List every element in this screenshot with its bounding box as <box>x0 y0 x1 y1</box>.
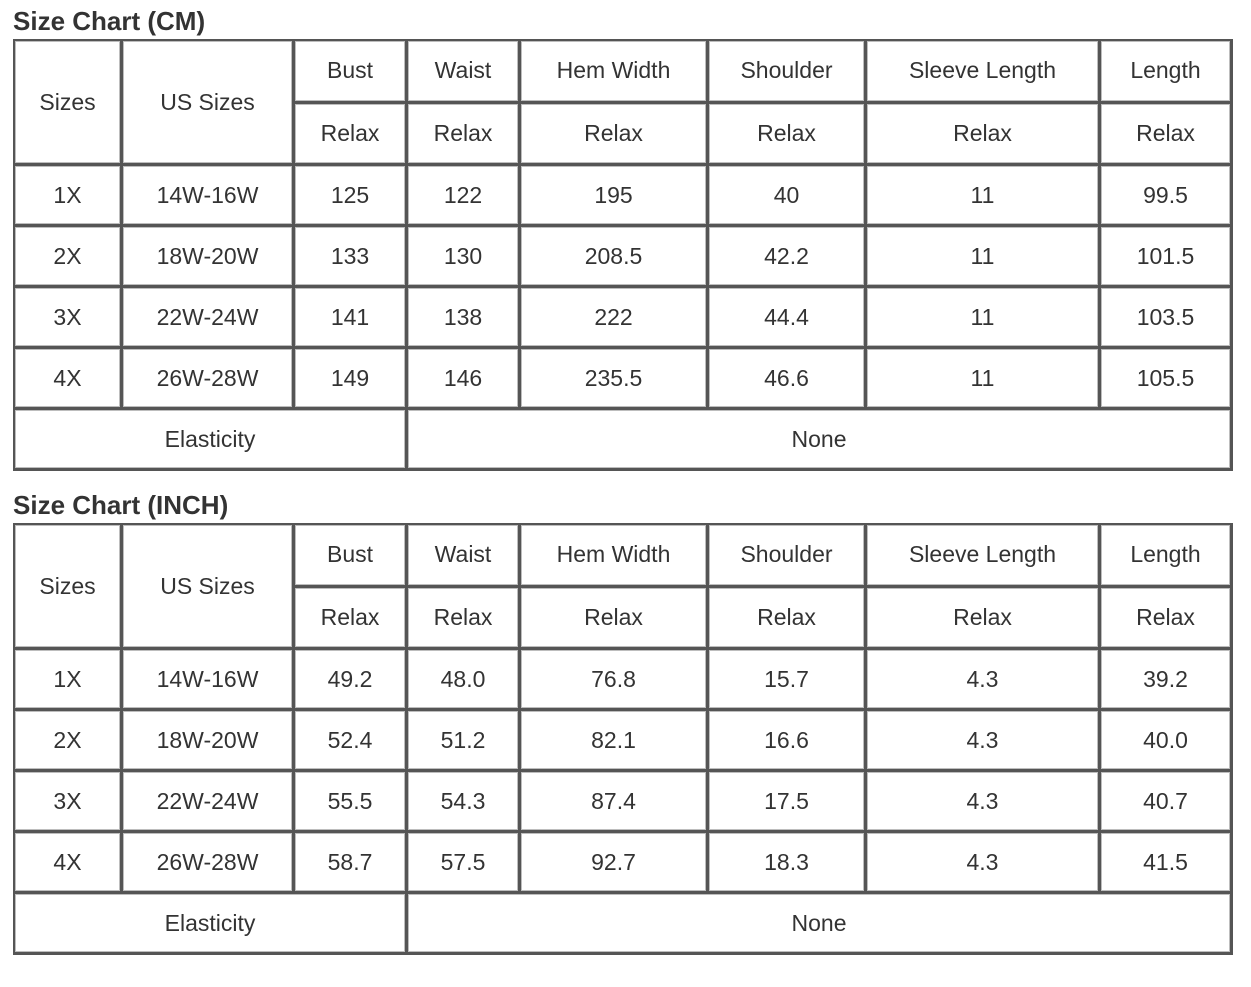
table-row <box>15 166 1233 227</box>
table-row <box>15 349 1233 410</box>
elasticity-label: Elasticity <box>15 410 408 471</box>
hem-width-cell: 208.5 <box>521 227 709 288</box>
relax-subheader: Relax <box>295 104 408 167</box>
length-cell: 41.5 <box>1101 833 1233 894</box>
shoulder-cell: 40 <box>709 166 867 227</box>
us-size-cell: 26W-28W <box>123 349 295 410</box>
size-chart-cm-title: Size Chart (CM) <box>13 6 206 36</box>
hem-width-header: Hem Width <box>521 41 709 104</box>
elasticity-row <box>15 410 1233 471</box>
bust-cell: 133 <box>295 227 408 288</box>
us-sizes-header: US Sizes <box>123 525 295 650</box>
bust-header: Bust <box>295 525 408 588</box>
relax-subheader: Relax <box>521 104 709 167</box>
shoulder-cell: 15.7 <box>709 650 867 711</box>
size-cell: 3X <box>15 288 123 349</box>
size-cell: 2X <box>15 227 123 288</box>
us-size-cell: 22W-24W <box>123 288 295 349</box>
sleeve-length-cell: 11 <box>867 288 1101 349</box>
bust-cell: 52.4 <box>295 711 408 772</box>
sleeve-length-cell: 11 <box>867 166 1101 227</box>
us-size-cell: 14W-16W <box>123 166 295 227</box>
size-cell: 4X <box>15 833 123 894</box>
elasticity-value: None <box>408 894 1233 955</box>
relax-subheader: Relax <box>867 104 1101 167</box>
us-size-cell: 14W-16W <box>123 650 295 711</box>
length-cell: 40.7 <box>1101 772 1233 833</box>
bust-header: Bust <box>295 41 408 104</box>
us-size-cell: 18W-20W <box>123 227 295 288</box>
waist-cell: 138 <box>408 288 521 349</box>
bust-cell: 149 <box>295 349 408 410</box>
header-row <box>15 41 1233 104</box>
relax-subheader: Relax <box>1101 588 1233 651</box>
table-row <box>15 288 1233 349</box>
hem-width-header: Hem Width <box>521 525 709 588</box>
shoulder-cell: 16.6 <box>709 711 867 772</box>
waist-cell: 48.0 <box>408 650 521 711</box>
sleeve-length-header: Sleeve Length <box>867 41 1101 104</box>
waist-cell: 54.3 <box>408 772 521 833</box>
size-chart-inch-title: Size Chart (INCH) <box>13 490 229 520</box>
sleeve-length-cell: 11 <box>867 227 1101 288</box>
elasticity-row <box>15 894 1233 955</box>
elasticity-label: Elasticity <box>15 894 408 955</box>
us-sizes-header: US Sizes <box>123 41 295 166</box>
bust-cell: 125 <box>295 166 408 227</box>
length-cell: 105.5 <box>1101 349 1233 410</box>
relax-subheader: Relax <box>867 588 1101 651</box>
relax-subheader: Relax <box>521 588 709 651</box>
sizes-header: Sizes <box>15 525 123 650</box>
relax-subheader: Relax <box>709 588 867 651</box>
size-cell: 1X <box>15 650 123 711</box>
sizes-header: Sizes <box>15 41 123 166</box>
length-cell: 39.2 <box>1101 650 1233 711</box>
bust-cell: 55.5 <box>295 772 408 833</box>
size-cell: 2X <box>15 711 123 772</box>
bust-cell: 141 <box>295 288 408 349</box>
sleeve-length-cell: 11 <box>867 349 1101 410</box>
table-row <box>15 772 1233 833</box>
waist-cell: 146 <box>408 349 521 410</box>
us-size-cell: 26W-28W <box>123 833 295 894</box>
sleeve-length-cell: 4.3 <box>867 711 1101 772</box>
size-cell: 3X <box>15 772 123 833</box>
hem-width-cell: 195 <box>521 166 709 227</box>
bust-cell: 49.2 <box>295 650 408 711</box>
elasticity-value: None <box>408 410 1233 471</box>
bust-cell: 58.7 <box>295 833 408 894</box>
relax-subheader: Relax <box>295 588 408 651</box>
table-row <box>15 833 1233 894</box>
hem-width-cell: 222 <box>521 288 709 349</box>
length-cell: 101.5 <box>1101 227 1233 288</box>
table-row <box>15 650 1233 711</box>
relax-subheader: Relax <box>1101 104 1233 167</box>
hem-width-cell: 82.1 <box>521 711 709 772</box>
sleeve-length-cell: 4.3 <box>867 772 1101 833</box>
waist-cell: 122 <box>408 166 521 227</box>
shoulder-header: Shoulder <box>709 525 867 588</box>
waist-header: Waist <box>408 525 521 588</box>
hem-width-cell: 76.8 <box>521 650 709 711</box>
waist-cell: 130 <box>408 227 521 288</box>
waist-cell: 51.2 <box>408 711 521 772</box>
relax-subheader: Relax <box>408 104 521 167</box>
waist-cell: 57.5 <box>408 833 521 894</box>
relax-subheader: Relax <box>408 588 521 651</box>
shoulder-cell: 46.6 <box>709 349 867 410</box>
sleeve-length-cell: 4.3 <box>867 650 1101 711</box>
shoulder-cell: 44.4 <box>709 288 867 349</box>
size-chart-cm-table <box>13 39 1233 471</box>
shoulder-header: Shoulder <box>709 41 867 104</box>
length-header: Length <box>1101 41 1233 104</box>
size-cell: 4X <box>15 349 123 410</box>
size-cell: 1X <box>15 166 123 227</box>
us-size-cell: 22W-24W <box>123 772 295 833</box>
shoulder-cell: 17.5 <box>709 772 867 833</box>
table-row <box>15 711 1233 772</box>
header-row <box>15 525 1233 588</box>
hem-width-cell: 92.7 <box>521 833 709 894</box>
hem-width-cell: 87.4 <box>521 772 709 833</box>
length-cell: 103.5 <box>1101 288 1233 349</box>
shoulder-cell: 18.3 <box>709 833 867 894</box>
relax-subheader: Relax <box>709 104 867 167</box>
length-cell: 40.0 <box>1101 711 1233 772</box>
table-row <box>15 227 1233 288</box>
length-header: Length <box>1101 525 1233 588</box>
length-cell: 99.5 <box>1101 166 1233 227</box>
us-size-cell: 18W-20W <box>123 711 295 772</box>
sleeve-length-cell: 4.3 <box>867 833 1101 894</box>
waist-header: Waist <box>408 41 521 104</box>
sleeve-length-header: Sleeve Length <box>867 525 1101 588</box>
hem-width-cell: 235.5 <box>521 349 709 410</box>
shoulder-cell: 42.2 <box>709 227 867 288</box>
size-chart-inch-table <box>13 523 1233 955</box>
